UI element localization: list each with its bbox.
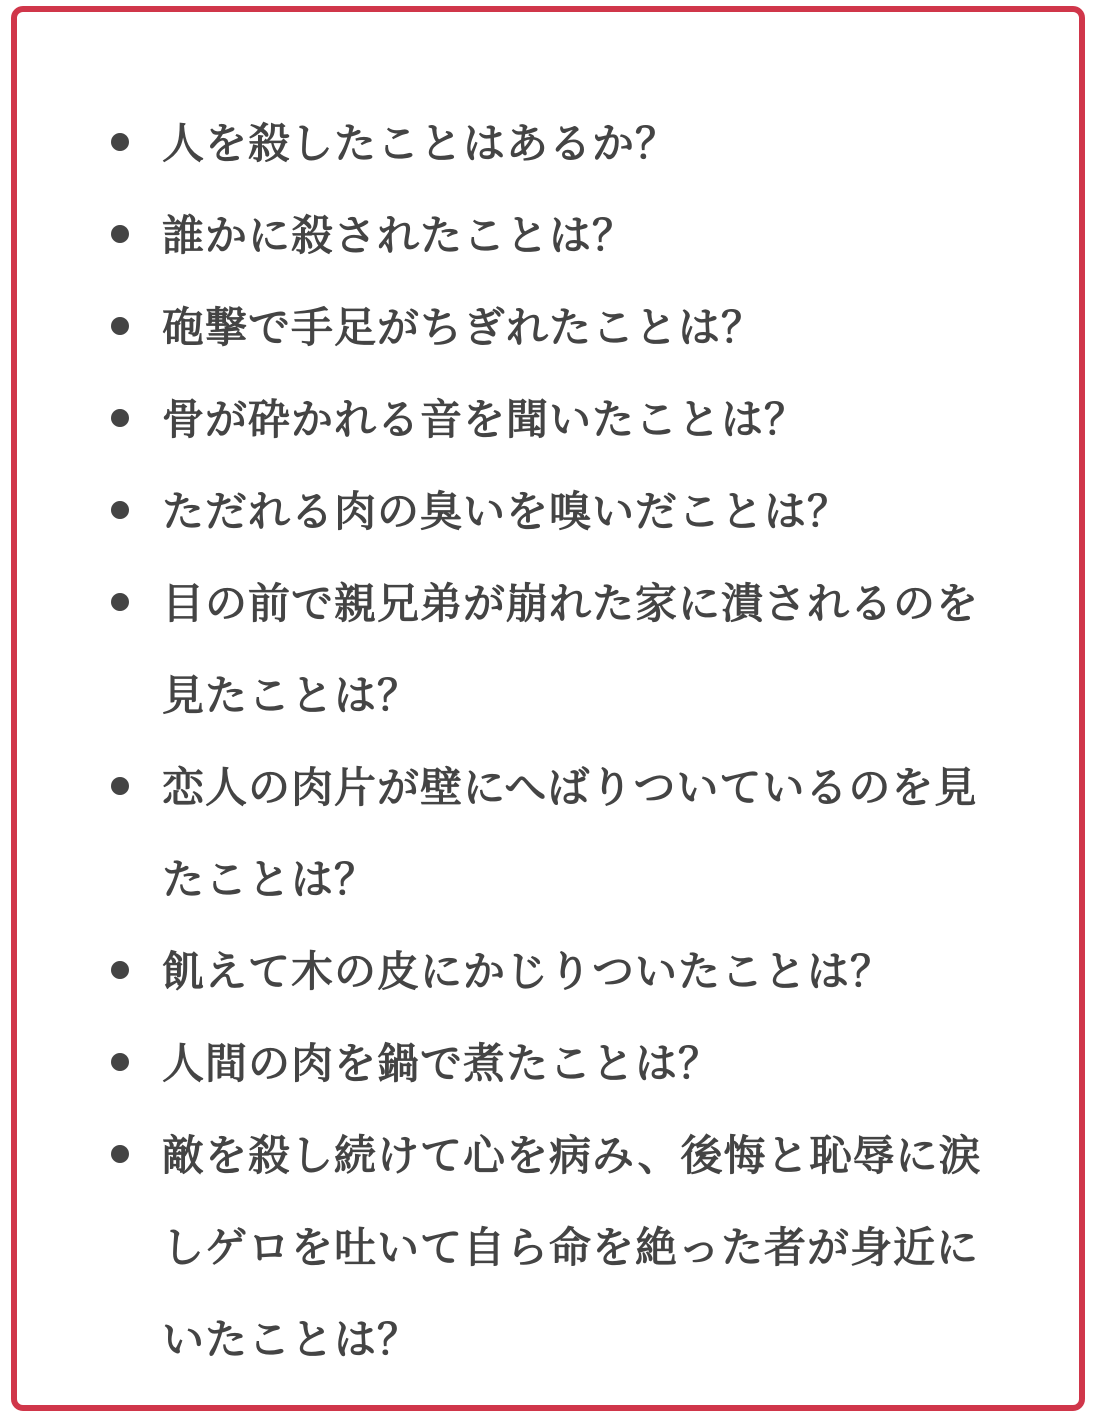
bullet-icon — [111, 501, 129, 519]
list-item — [17, 98, 1079, 190]
list-item — [17, 1018, 1079, 1110]
bullet-icon — [111, 409, 129, 427]
list-item-text: 飢えて木の皮にかじりついたことは？ — [162, 947, 894, 996]
list-item — [17, 1110, 1079, 1386]
list-item — [17, 558, 1079, 742]
list-item-text: 骨が砕かれる音を聞いたことは？ — [162, 395, 808, 444]
bullet-icon — [111, 1053, 129, 1071]
bullet-icon — [111, 1145, 129, 1163]
list-item — [17, 374, 1079, 466]
bullet-icon — [111, 961, 129, 979]
list-item — [17, 742, 1079, 926]
list-item — [17, 190, 1079, 282]
question-list — [17, 98, 1079, 1386]
list-item — [17, 282, 1079, 374]
list-item-text: ただれる肉の臭いを嗅いだことは？ — [162, 487, 851, 536]
bullet-icon — [111, 133, 129, 151]
bullet-icon — [111, 225, 129, 243]
list-item-text: 人を殺したことはあるか？ — [162, 119, 679, 168]
list-item-text: 恋人の肉片が壁にへばりついているのを見たことは？ — [162, 763, 978, 904]
bullet-icon — [111, 777, 129, 795]
list-item-text: 人間の肉を鍋で煮たことは？ — [162, 1039, 722, 1088]
list-item-text: 敵を殺し続けて心を病み、後悔と恥辱に涙しゲロを吐いて自ら命を絶った者が身近にいたことは？ — [162, 1131, 982, 1364]
bullet-icon — [111, 317, 129, 335]
list-item — [17, 466, 1079, 558]
bullet-icon — [111, 593, 129, 611]
list-item-text: 目の前で親兄弟が崩れた家に潰されるのを見たことは？ — [162, 579, 980, 720]
list-item — [17, 926, 1079, 1018]
list-item-text: 砲撃で手足がちぎれたことは？ — [162, 303, 765, 352]
content-frame — [11, 6, 1085, 1411]
list-item-text: 誰かに殺されたことは？ — [162, 211, 636, 260]
